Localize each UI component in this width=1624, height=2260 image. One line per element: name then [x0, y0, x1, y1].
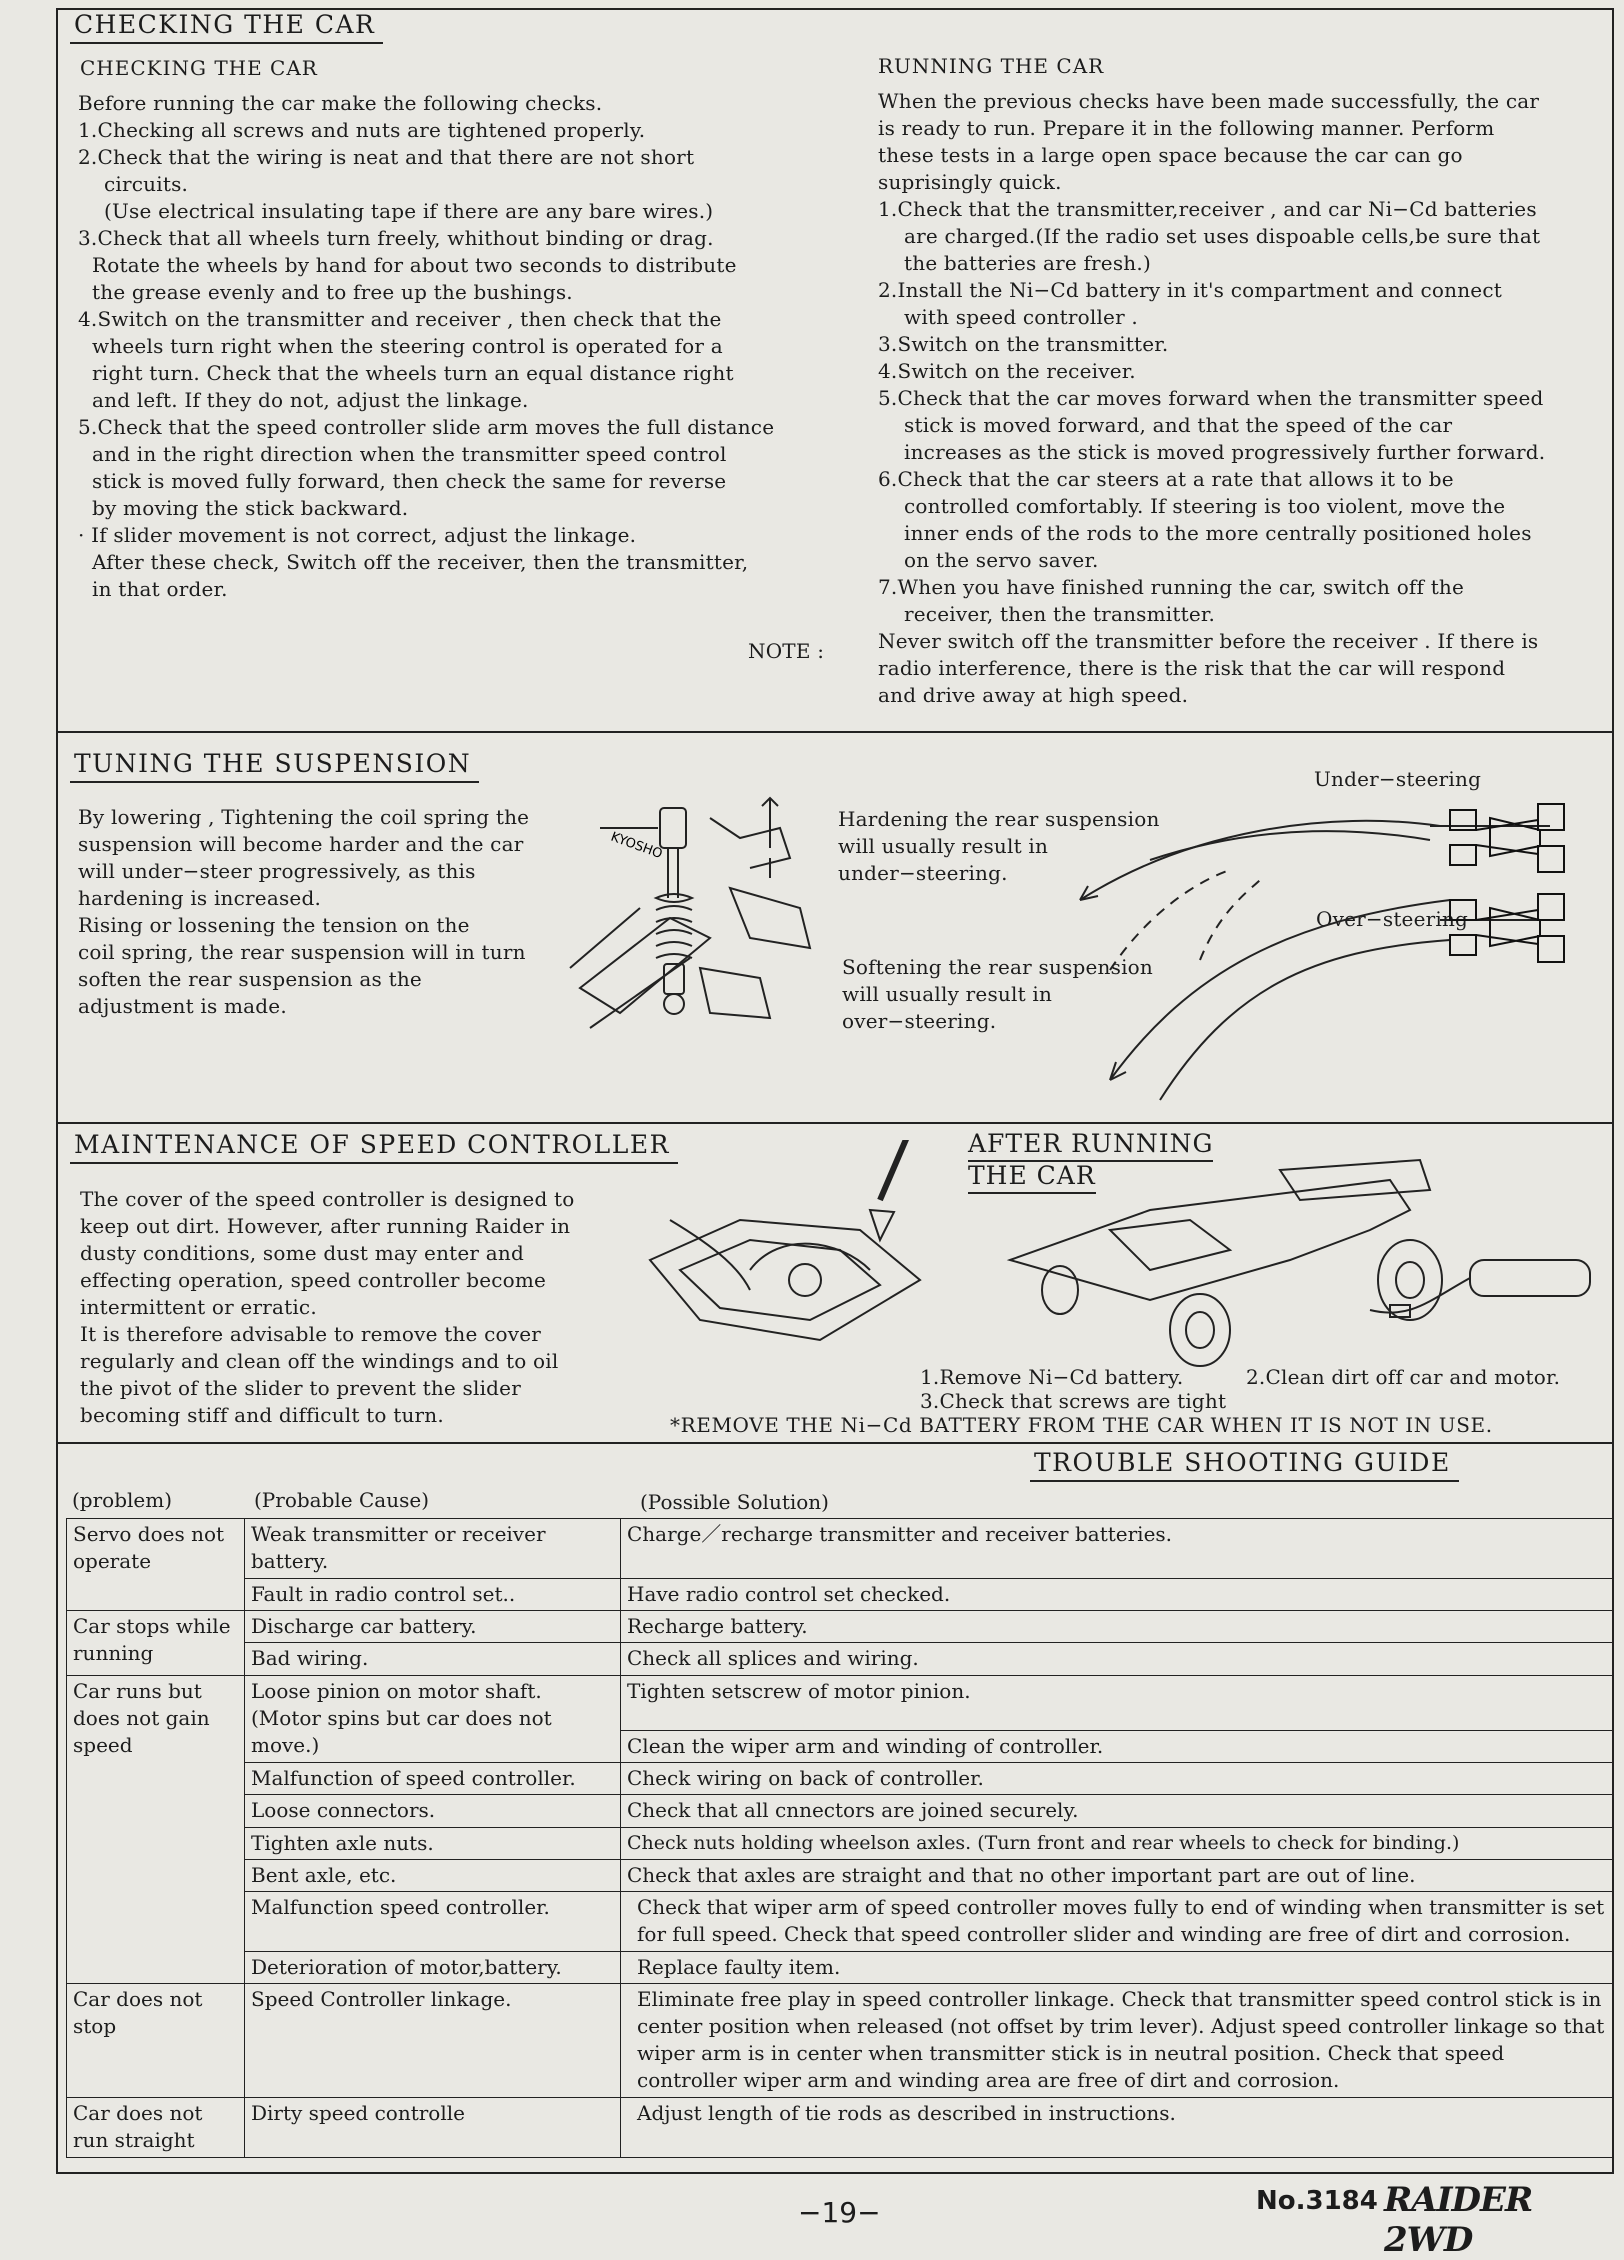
text-line: hardening is increased. [78, 886, 321, 910]
cause-cell: Speed Controller linkage. [245, 1984, 621, 2098]
text-line: effecting operation, speed controller become [80, 1268, 547, 1292]
cause-cell: Malfunction of speed controller. [245, 1762, 621, 1794]
text-line: under−steering. [838, 861, 1008, 885]
text-line: coil spring, the rear suspension will in turn [78, 940, 526, 964]
trouble-title: TROUBLE SHOOTING GUIDE [1030, 1446, 1459, 1482]
solution-cell: Check that all cnnectors are joined securely. [621, 1795, 1614, 1827]
maintenance-text [80, 1186, 660, 1429]
understeer-label: Under−steering [1314, 767, 1482, 791]
text-line: will under−steer progressively, as this [78, 859, 476, 883]
table-row [67, 1795, 1614, 1827]
table-row [67, 1951, 1614, 1983]
text-line: are charged.(If the radio set uses dispoable cells,be sure that [904, 224, 1541, 248]
cause-cell: Bent axle, etc. [245, 1859, 621, 1891]
shock-label: KYOSHO [608, 829, 665, 863]
problem-cell: Car stops while running [67, 1610, 245, 1675]
text-line: 1.Check that the transmitter,receiver , and car Ni−Cd batteries [878, 197, 1537, 221]
trouble-table [66, 1518, 1614, 2158]
text-line: Before running the car make the following checks. [78, 91, 603, 115]
cause-cell: Loose connectors. [245, 1795, 621, 1827]
model-number: No.3184 [1256, 2186, 1378, 2216]
text-line: stick is moved forward, and that the speed of the car [904, 413, 1453, 437]
text-line: It is therefore advisable to remove the cover [80, 1322, 542, 1346]
text-line: 1.Checking all screws and nuts are tightened properly. [78, 118, 646, 142]
suspension-title: TUNING THE SUSPENSION [70, 747, 479, 783]
table-row [67, 1827, 1614, 1859]
solution-cell: Tighten setscrew of motor pinion. [621, 1675, 1614, 1730]
cause-cell: Discharge car battery. [245, 1610, 621, 1642]
battery-warning: *REMOVE THE Ni−Cd BATTERY FROM THE CAR WHEN IT IS NOT IN USE. [670, 1413, 1493, 1437]
text-line: After these check, Switch off the receiver, then the transmitter, [92, 550, 749, 574]
text-line: 2.Check that the wiring is neat and that there are not short [78, 145, 695, 169]
cause-cell: Fault in radio control set.. [245, 1578, 621, 1610]
text-line: will usually result in [842, 982, 1053, 1006]
page-number: −19− [798, 2196, 881, 2229]
cause-cell: Deterioration of motor,battery. [245, 1951, 621, 1983]
text-line: stick is moved fully forward, then check the same for reverse [92, 469, 727, 493]
text-line: inner ends of the rods to the more centrally positioned holes [904, 521, 1532, 545]
text-line: on the servo saver. [904, 548, 1099, 572]
text-line: 5.Check that the car moves forward when the transmitter speed [878, 386, 1544, 410]
text-line: controlled comfortably. If steering is too violent, move the [904, 494, 1506, 518]
solution-cell: Check that wiper arm of speed controller moves fully to end of winding when transmitter is set for full speed. Check that speed controller slider and winding are free of dirt and corrosion. [621, 1892, 1614, 1952]
problem-cell: Car does not run straight [67, 2098, 245, 2158]
running-subtitle: RUNNING THE CAR [878, 54, 1105, 78]
solution-cell: Check wiring on back of controller. [621, 1762, 1614, 1794]
maintenance-title: MAINTENANCE OF SPEED CONTROLLER [70, 1128, 678, 1164]
text-line: suspension will become harder and the car [78, 832, 524, 856]
text-line: 5.Check that the speed controller slide arm moves the full distance [78, 415, 775, 439]
solution-cell: Clean the wiper arm and winding of controller. [621, 1730, 1614, 1762]
col-problem: (problem) [72, 1488, 173, 1512]
cause-cell: Loose pinion on motor shaft. (Motor spins but car does not move.) [245, 1675, 621, 1762]
solution-cell: Recharge battery. [621, 1610, 1614, 1642]
table-row [67, 2098, 1614, 2158]
col-solution: (Possible Solution) [640, 1490, 829, 1514]
text-line: 3.Check that all wheels turn freely, whithout binding or drag. [78, 226, 714, 250]
text-line: radio interference, there is the risk that the car will respond [878, 656, 1506, 680]
solution-cell: Have radio control set checked. [621, 1578, 1614, 1610]
col-cause: (Probable Cause) [254, 1488, 429, 1512]
text-line: By lowering , Tightening the coil spring the [78, 805, 530, 829]
buggy-illustration [990, 1150, 1614, 1370]
text-line: will usually result in [838, 834, 1049, 858]
checking-title: CHECKING THE CAR [70, 8, 383, 44]
cause-cell: Weak transmitter or receiver battery. [245, 1519, 621, 1579]
oversteer-label: Over−steering [1316, 907, 1469, 931]
solution-cell: Check all splices and wiring. [621, 1643, 1614, 1675]
checking-subtitle: CHECKING THE CAR [80, 56, 318, 80]
text-line: circuits. [104, 172, 189, 196]
text-line: by moving the stick backward. [92, 496, 409, 520]
divider-2 [56, 1122, 1614, 1124]
solution-cell: Charge／recharge transmitter and receiver batteries. [621, 1519, 1614, 1579]
text-line: intermittent or erratic. [80, 1295, 317, 1319]
step-check-screws: 3.Check that screws are tight [920, 1389, 1227, 1413]
text-line: the grease evenly and to free up the bushings. [92, 280, 573, 304]
text-line: adjustment is made. [78, 994, 287, 1018]
text-line: · If slider movement is not correct, adjust the linkage. [78, 523, 637, 547]
text-line: 4.Switch on the transmitter and receiver , then check that the [78, 307, 722, 331]
note-label: NOTE : [748, 639, 825, 663]
speed-controller-illustration [640, 1140, 960, 1350]
text-line: regularly and clean off the windings and to oil [80, 1349, 559, 1373]
text-line: and drive away at high speed. [878, 683, 1189, 707]
text-line: suprisingly quick. [878, 170, 1062, 194]
table-row [67, 1859, 1614, 1891]
text-line: Rotate the wheels by hand for about two seconds to distribute [92, 253, 737, 277]
text-line: receiver, then the transmitter. [904, 602, 1216, 626]
solution-cell: Replace faulty item. [621, 1951, 1614, 1983]
text-line: Hardening the rear suspension [838, 807, 1160, 831]
table-row [67, 1762, 1614, 1794]
text-line: and in the right direction when the transmitter speed control [92, 442, 727, 466]
text-line: increases as the stick is moved progressively further forward. [904, 440, 1546, 464]
solution-cell: Eliminate free play in speed controller linkage. Check that transmitter speed control stick is in center position when released (not offset by trim lever). Adjust speed controller linkage so that wiper arm is in center when transmitter stick is in neutral position. Check that speed controller wiper arm and winding area are free of dirt and corrosion. [621, 1984, 1614, 2098]
table-row [67, 1643, 1614, 1675]
cause-cell: Bad wiring. [245, 1643, 621, 1675]
text-line: When the previous checks have been made successfully, the car [878, 89, 1540, 113]
cause-cell: Tighten axle nuts. [245, 1827, 621, 1859]
text-line: soften the rear suspension as the [78, 967, 422, 991]
solution-cell: Check nuts holding wheelson axles. (Turn front and rear wheels to check for binding.) [621, 1827, 1614, 1859]
brand-name: RAIDER 2WD [1384, 2180, 1533, 2260]
table-row [67, 1675, 1614, 1730]
text-line: wheels turn right when the steering control is operated for a [92, 334, 723, 358]
cause-cell: Dirty speed controlle [245, 2098, 621, 2158]
text-line: 6.Check that the car steers at a rate that allows it to be [878, 467, 1454, 491]
solution-cell: Adjust length of tie rods as described in instructions. [621, 2098, 1614, 2158]
text-line: 4.Switch on the receiver. [878, 359, 1136, 383]
text-line: dusty conditions, some dust may enter and [80, 1241, 524, 1265]
table-row [67, 1519, 1614, 1579]
text-line: and left. If they do not, adjust the linkage. [92, 388, 529, 412]
step-remove-battery: 1.Remove Ni−Cd battery. [920, 1365, 1184, 1389]
after-running-title-1: AFTER RUNNING [968, 1128, 1213, 1162]
text-line: 7.When you have finished running the car, switch off the [878, 575, 1465, 599]
divider-3 [56, 1442, 1614, 1444]
text-line: becoming stiff and difficult to turn. [80, 1403, 444, 1427]
text-line: 3.Switch on the transmitter. [878, 332, 1169, 356]
cause-cell: Malfunction speed controller. [245, 1892, 621, 1952]
text-line: with speed controller . [904, 305, 1138, 329]
text-line: 2.Install the Ni−Cd battery in it's compartment and connect [878, 278, 1502, 302]
problem-cell: Servo does not operate [67, 1519, 245, 1611]
step-clean-dirt: 2.Clean dirt off car and motor. [1246, 1365, 1561, 1389]
table-row [67, 1578, 1614, 1610]
running-list [878, 88, 1614, 709]
shock-absorber-illustration [560, 788, 860, 1038]
text-line: keep out dirt. However, after running Raider in [80, 1214, 571, 1238]
problem-cell: Car runs but does not gain speed [67, 1675, 245, 1984]
steering-diagram [1070, 790, 1614, 1110]
text-line: over−steering. [842, 1009, 997, 1033]
divider-1 [56, 731, 1614, 733]
solution-cell: Check that axles are straight and that no other important part are out of line. [621, 1859, 1614, 1891]
suspension-text [78, 804, 598, 1020]
text-line: is ready to run. Prepare it in the following manner. Perform [878, 116, 1495, 140]
problem-cell: Car does not stop [67, 1984, 245, 2098]
after-running-title-2: THE CAR [968, 1160, 1096, 1194]
text-line: Softening the rear suspension [842, 955, 1153, 979]
text-line: Never switch off the transmitter before the receiver . If there is [878, 629, 1539, 653]
checking-list [78, 90, 868, 603]
text-line: the pivot of the slider to prevent the slider [80, 1376, 521, 1400]
text-line: Rising or lossening the tension on the [78, 913, 470, 937]
text-line: these tests in a large open space because the car can go [878, 143, 1463, 167]
table-row [67, 1892, 1614, 1952]
text-line: right turn. Check that the wheels turn an equal distance right [92, 361, 734, 385]
text-line: the batteries are fresh.) [904, 251, 1151, 275]
text-line: (Use electrical insulating tape if there are any bare wires.) [104, 199, 714, 223]
table-row [67, 1984, 1614, 2098]
text-line: in that order. [92, 577, 228, 601]
table-row [67, 1610, 1614, 1642]
text-line: The cover of the speed controller is designed to [80, 1187, 575, 1211]
